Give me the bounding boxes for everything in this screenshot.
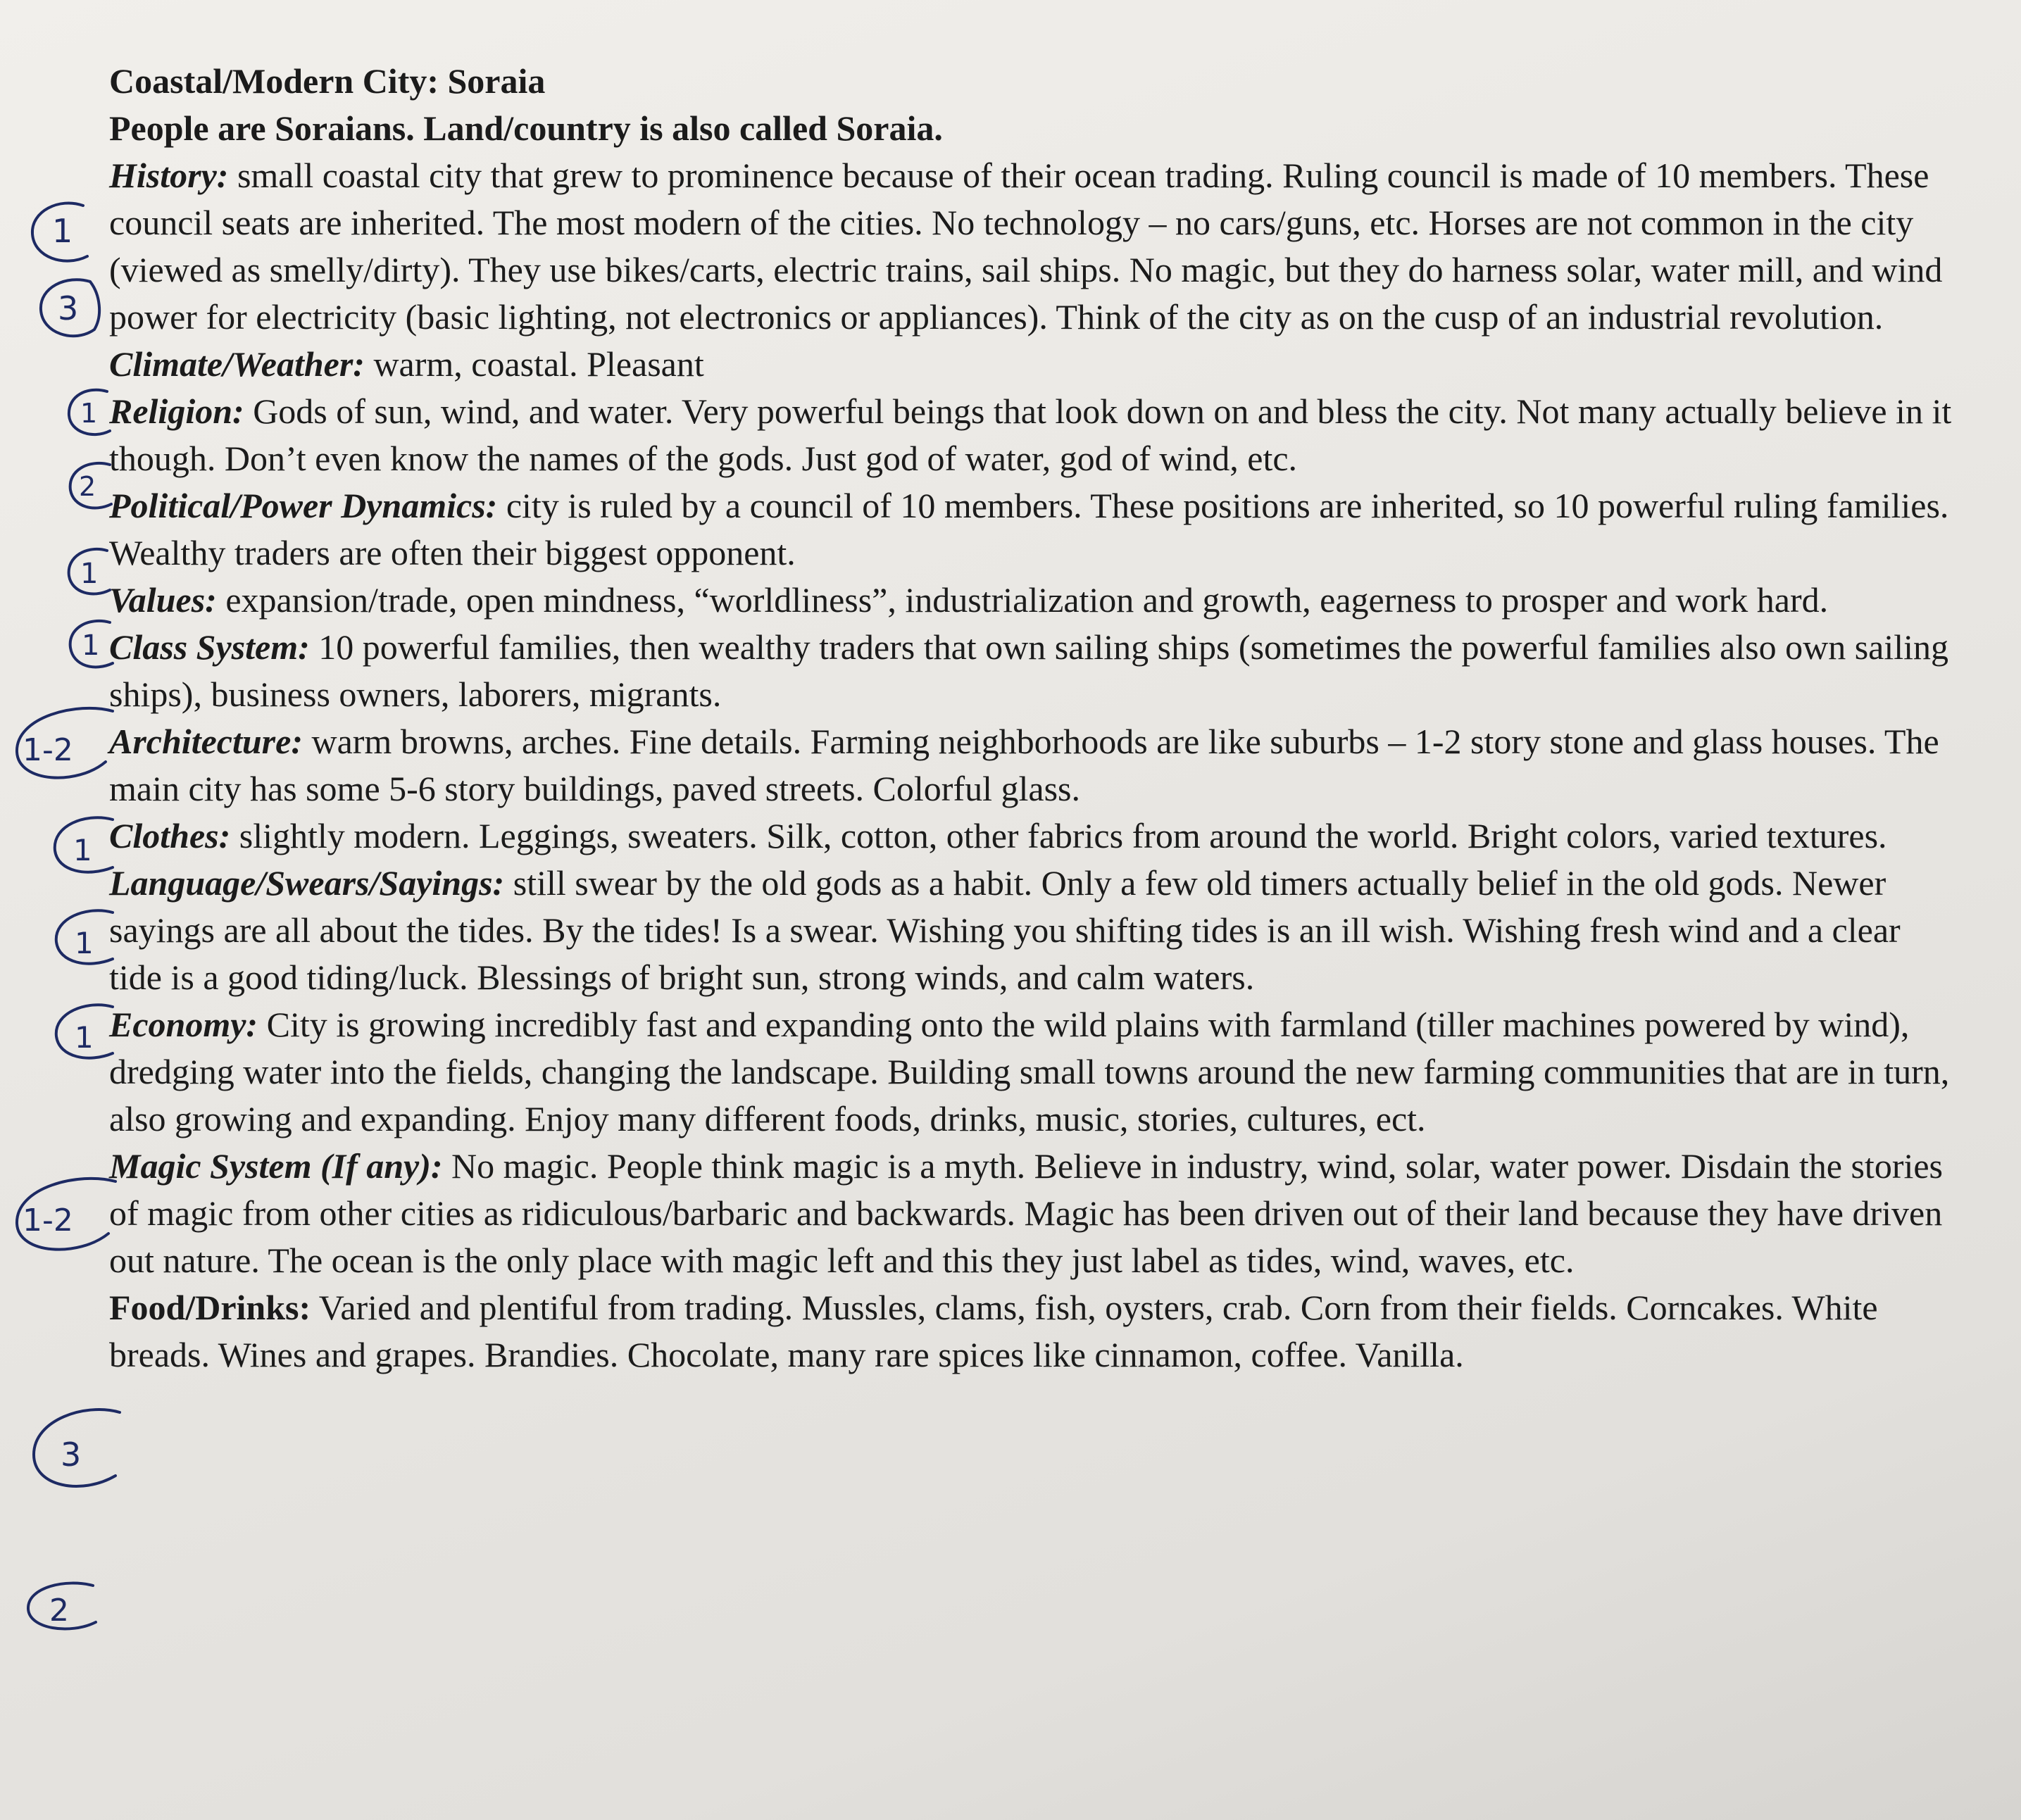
- annotation-mark: 1: [52, 212, 73, 250]
- annotation-mark: 1-2: [23, 1203, 73, 1238]
- entry-political-power-dynamics: [109, 482, 1954, 577]
- entry-text: small coastal city that grew to prominence because of their ocean trading. Ruling council is made of 10 members. These council seats are inherited. The most modern of the cities. No technology – no cars/guns, etc. Horses are not common in the city (viewed as smelly/dirty). They use bikes/carts, electric trains, sail ships. No magic, but they do harness solar, water mill, and wind power for electricity (basic lighting, not electronics or appliances). Think of the city as on the cusp of an industrial revolution.: [109, 156, 1943, 337]
- entry-text: City is growing incredibly fast and expanding onto the wild plains with farmland (tiller machines powered by wind), dredging water into the fields, changing the landscape. Building small towns around the new farming communities that are in turn, also growing and expanding. Enjoy many different foods, drinks, music, stories, cultures, ect.: [109, 1005, 1950, 1138]
- entry-label: Values:: [109, 580, 217, 620]
- entry-values: [109, 577, 1954, 624]
- annotation-mark: 2: [49, 1593, 69, 1628]
- entry-label: History:: [109, 156, 229, 195]
- annotation-circle: [17, 708, 113, 778]
- annotation-mark: 1: [73, 833, 92, 867]
- entry-text: No magic. People think magic is a myth. Believe in industry, wind, solar, water power. Disdain the stories of magic from other cities as ridiculous/barbaric and backwards. Magic has been driven out of their land because they have driven out nature. The ocean is the only place with magic left and this they just label as tides, wind, waves, etc.: [109, 1146, 1944, 1280]
- annotation-mark: 1: [75, 926, 94, 960]
- entry-text: expansion/trade, open mindness, “worldliness”, industrialization and growth, eagerness to prosper and work hard.: [216, 580, 1829, 620]
- annotation-circle: [56, 1005, 113, 1058]
- entry-clothes: [109, 812, 1954, 860]
- entry-history: [109, 152, 1954, 341]
- annotation-circle: [28, 1583, 96, 1629]
- document-title: Coastal/Modern City: Soraia: [109, 61, 546, 101]
- entry-class-system: [109, 624, 1954, 718]
- entry-text: 10 powerful families, then wealthy traders that own sailing ships (sometimes the powerful families also own sailing ships), business owners, laborers, migrants.: [109, 627, 1949, 714]
- entry-label: Economy:: [109, 1005, 258, 1044]
- entry-language-swears-sayings: [109, 860, 1954, 1001]
- entry-text: slightly modern. Leggings, sweaters. Silk, cotton, other fabrics from around the world. Bright colors, varied textures.: [230, 816, 1887, 855]
- entry-label: Architecture:: [109, 722, 303, 761]
- entry-text: warm, coastal. Pleasant: [364, 344, 704, 384]
- entry-text: city is ruled by a council of 10 members. These positions are inherited, so 10 powerful ruling families. Wealthy traders are often their biggest opponent.: [109, 486, 1949, 572]
- entry-economy: [109, 1001, 1954, 1143]
- annotation-mark: 1-2: [23, 732, 73, 768]
- annotation-circle: [69, 390, 110, 434]
- annotation-mark: 3: [61, 1436, 82, 1474]
- entry-label: Religion:: [109, 391, 244, 431]
- annotation-circle: [56, 910, 113, 963]
- document-body: [109, 58, 1954, 1379]
- annotation-mark: 1: [80, 558, 99, 590]
- annotation-mark: 1: [82, 629, 100, 662]
- entry-label: Clothes:: [109, 816, 231, 855]
- entry-label: Class System:: [109, 627, 310, 667]
- annotation-mark: 2: [79, 471, 96, 502]
- entry-architecture: [109, 718, 1954, 812]
- annotation-mark: 1: [75, 1020, 94, 1055]
- entry-food-drinks: [109, 1284, 1954, 1379]
- entry-label: Food/Drinks:: [109, 1288, 311, 1327]
- entry-text: warm browns, arches. Fine details. Farming neighborhoods are like suburbs – 1-2 story stone and glass houses. The main city has some 5-6 story buildings, paved streets. Colorful glass.: [109, 722, 1939, 808]
- document-subtitle: People are Soraians. Land/country is also called Soraia.: [109, 108, 943, 148]
- annotation-circle: [41, 280, 99, 336]
- annotation-circle: [34, 1410, 120, 1486]
- annotation-circle: [55, 817, 113, 872]
- entry-magic-system: [109, 1143, 1954, 1284]
- entry-label: Magic System (If any):: [109, 1146, 443, 1186]
- annotation-circle: [70, 463, 111, 508]
- entry-text: Varied and plentiful from trading. Mussles, clams, fish, oysters, crab. Corn from their fields. Corncakes. White breads. Wines and grapes. Brandies. Chocolate, many rare spices like cinnamon, coffee. Vanilla.: [109, 1288, 1878, 1374]
- entry-label: Climate/Weather:: [109, 344, 365, 384]
- annotation-circle: [69, 549, 110, 594]
- annotation-circle: [70, 621, 113, 667]
- entry-text: Gods of sun, wind, and water. Very powerful beings that look down on and bless the city. Not many actually believe in it though. Don’t even know the names of the gods. Just god of water, god of wind, etc.: [109, 391, 1952, 478]
- annotation-mark: 1: [80, 398, 98, 429]
- annotation-circle: [32, 203, 87, 261]
- entry-label: Political/Power Dynamics:: [109, 486, 498, 525]
- entry-climate-weather: [109, 341, 1954, 388]
- entry-text: still swear by the old gods as a habit. Only a few old timers actually belief in the old gods. Newer sayings are all about the tides. By the tides! Is a swear. Wishing you shifting tides is an ill wish. Wishing fresh wind and a clear tide is a good tiding/luck. Blessings of bright sun, strong winds, and calm waters.: [109, 863, 1901, 997]
- entry-religion: [109, 388, 1954, 482]
- annotation-mark: 3: [58, 289, 79, 327]
- entry-label: Language/Swears/Sayings:: [109, 863, 505, 903]
- annotation-circle: [17, 1179, 115, 1250]
